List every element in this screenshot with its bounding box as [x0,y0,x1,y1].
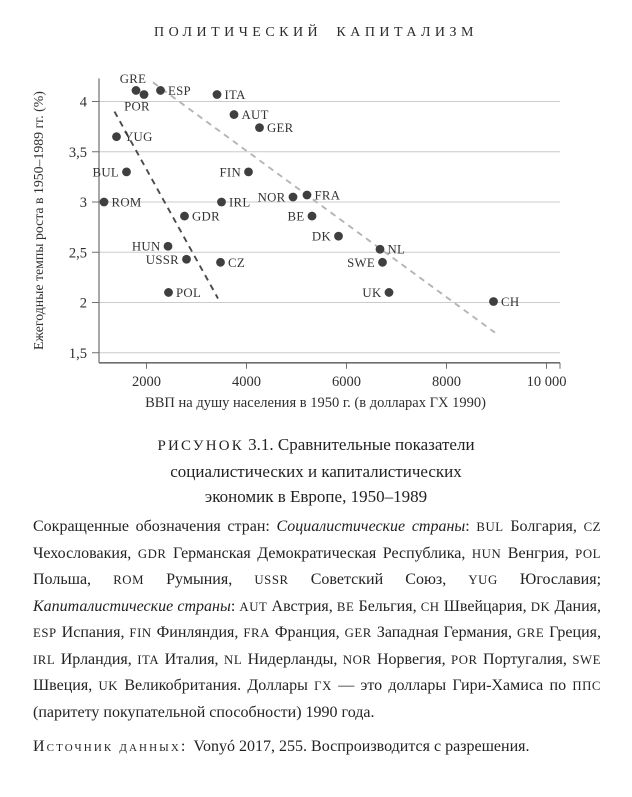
point-NOR [289,193,298,202]
figure-notes: Сокращенные обозначения стран: Социалистические страны: BUL Болгария, CZ Чехословакия, GDR Германская Демократическая Республика, HUN Венгрия, POL Польша, ROM Румыния, USSR Советский Союз, YUG Югославия; Капиталистические страны: AUT Австрия, BE Бельгия, CH Швейцария, DK Дания, ESP Испания, FIN Финляндия, FRA Франция, GER Западная Германия, GRE Греция, IRL Ирландия, ITA Италия, NL Нидерланды, NOR Норвегия, POR Португалия, SWE Швеция, UK Великобритания. Доллары ГХ — это доллары Гири-Хамиса по ППС (паритету покупательной способности) 1990 года. [33,518,602,721]
country-code: POR [451,652,478,667]
point-label-NL: NL [387,242,406,257]
country-code: BE [336,599,355,614]
country-code: CZ [583,520,602,534]
point-label-SWE: SWE [347,255,375,270]
point-label-IRL: IRL [229,195,251,210]
y-tick-label: 2 [79,295,87,312]
point-CH [489,297,498,306]
y-tick-label: 3 [79,195,87,211]
country-code: SWE [572,652,602,667]
point-label-GER: GER [267,121,294,136]
country-code: UK [98,679,119,693]
point-label-NOR: NOR [257,190,286,205]
running-header: ПОЛИТИЧЕСКИЙ КАПИТАЛИЗМ [154,25,478,40]
point-label-ROM: ROM [111,195,142,210]
point-label-GDR: GDR [192,209,220,224]
y-tick-label: 1,5 [68,345,87,362]
scatter-chart-svg [0,55,632,417]
point-label-ITA: ITA [224,87,246,102]
point-label-GRE: GRE [119,71,147,86]
country-code: DK [530,599,551,614]
x-tick-label: 6000 [332,373,361,390]
x-axis-title: ВВП на душу населения в 1950 г. (в долларах ГХ 1990) [145,394,486,411]
country-code: FIN [129,626,152,640]
point-label-USSR: USSR [145,252,179,267]
country-code: FRA [243,626,270,640]
point-label-BUL: BUL [92,165,119,180]
point-USSR [182,255,191,264]
country-code: USSR [254,573,289,587]
point-DK [334,232,343,241]
country-code: GDR [137,546,167,561]
country-code: BUL [476,520,504,534]
point-BE [308,212,317,221]
y-axis-title: Ежегодные темпы роста в 1950–1989 гг. (%) [31,91,46,351]
point-HUN [164,242,173,251]
point-label-AUT: AUT [241,108,269,123]
x-tick-label: 4000 [232,373,261,390]
point-FIN [244,167,253,176]
point-ITA [213,90,222,99]
point-NL [376,245,385,254]
y-tick-label: 4 [79,94,87,111]
point-GDR [180,212,189,221]
y-tick-label: 3,5 [68,144,87,161]
country-code: NL [224,652,243,667]
point-ESP [156,86,165,95]
x-tick-label: 8000 [432,373,461,390]
point-ROM [100,198,109,207]
point-label-POL: POL [176,285,202,300]
caption-line: РИСУНОК 3.1. Сравнительные показатели [157,435,475,454]
point-label-POR: POR [124,99,150,114]
point-label-BE: BE [287,209,305,224]
country-code: YUG [468,573,498,587]
book-page [0,25,632,797]
country-code: GRE [516,626,545,640]
country-code: POL [575,546,601,561]
figure-caption [0,432,632,509]
caption-line: социалистических и капиталистических [170,462,462,481]
point-label-DK: DK [311,229,331,244]
country-code: ППС [572,679,602,693]
country-code: NOR [342,652,372,667]
point-POR [140,90,149,99]
point-label-HUN: HUN [131,239,161,254]
point-AUT [230,110,239,119]
country-code: AUT [239,599,268,614]
point-CZ [216,258,225,267]
point-label-UK: UK [362,285,382,300]
caption-line: экономик в Европе, 1950–1989 [204,487,428,506]
capitalist-trend [153,82,495,332]
point-label-YUG: YUG [124,130,153,145]
point-label-FIN: FIN [219,165,241,180]
point-GER [255,123,264,132]
x-tick-label: 10 000 [526,373,567,390]
point-YUG [112,132,121,141]
country-code: HUN [471,546,502,561]
country-code: IRL [33,652,56,667]
point-IRL [217,198,226,207]
x-tick-label: 2000 [132,373,161,390]
country-code: ROM [113,573,145,587]
figure-3-1 [0,55,632,509]
country-code: ITA [137,652,160,667]
point-BUL [122,167,131,176]
point-label-ESP: ESP [168,83,191,98]
country-code: ESP [33,626,57,640]
point-FRA [303,191,312,200]
y-tick-label: 2,5 [68,245,87,262]
point-SWE [378,258,387,267]
point-label-FRA: FRA [314,188,341,203]
scatter-chart [0,55,632,422]
figure-source: Источник данных: Vonyó 2017, 255. Воспроизводится с разрешения. [33,738,530,755]
country-code: ГХ [314,679,332,693]
point-UK [385,288,394,297]
point-GRE [132,86,141,95]
point-label-CH: CH [501,294,520,309]
country-code: GER [344,626,372,640]
point-POL [164,288,173,297]
point-label-CZ: CZ [228,255,245,270]
country-code: CH [420,599,440,614]
